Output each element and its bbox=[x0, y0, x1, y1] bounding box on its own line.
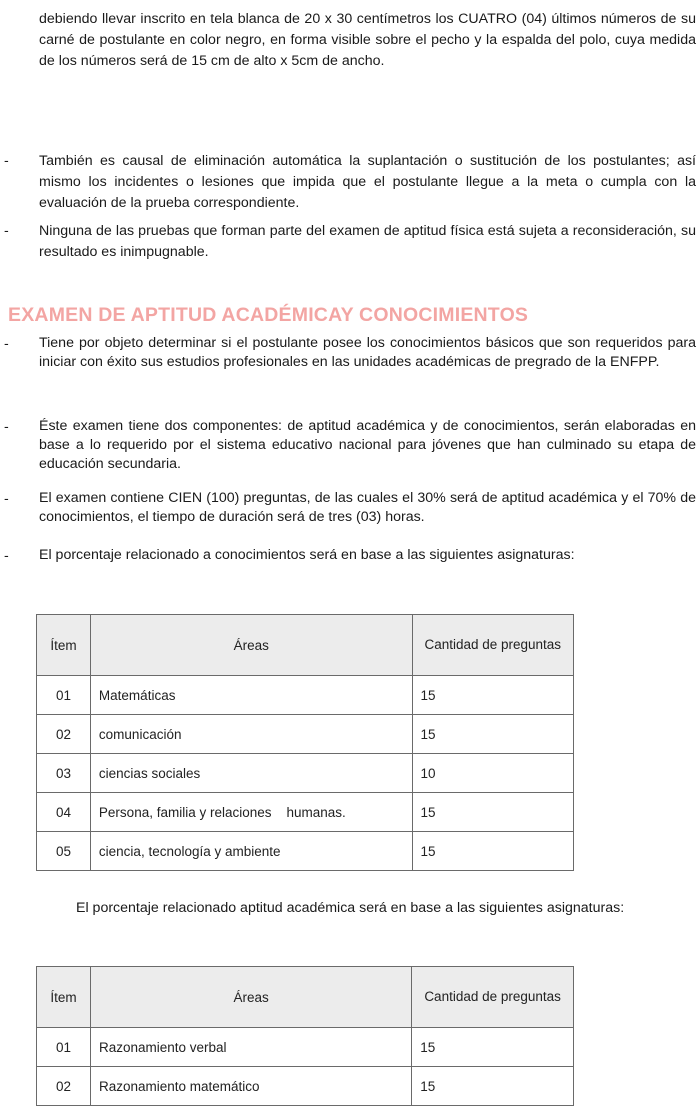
table-row bbox=[37, 793, 574, 832]
bullet-dash: - bbox=[4, 336, 9, 352]
intro-bullet-2: Ninguna de las pruebas que forman parte del examen de aptitud física está sujeta a reconsideración, su resultado es inimpugnable. bbox=[39, 223, 696, 260]
cell-area: Persona, familia y relaciones humanas. bbox=[90, 793, 412, 832]
cell-area: Razonamiento matemático bbox=[90, 1067, 411, 1106]
cell-quantity: 15 bbox=[412, 1067, 574, 1106]
header-areas: Áreas bbox=[90, 615, 412, 676]
header-quantity: Cantidad de preguntas bbox=[412, 615, 573, 676]
table-row bbox=[37, 832, 574, 871]
continuation-paragraph: debiendo llevar inscrito en tela blanca de 20 x 30 centímetros los CUATRO (04) últimos números de su carné de postulante en color negro, en forma visible sobre el pecho y la espalda del polo, cuya medida de los números será de 15 cm de alto x 5cm de ancho. bbox=[39, 11, 696, 69]
intro-bullet-1: También es causal de eliminación automática la suplantación o sustitución de los postulantes; así mismo los incidentes o lesiones que impida que el postulante llegue a la meta o cumpla con la evaluación de la prueba correspondiente. bbox=[39, 153, 696, 211]
bullet-dash: - bbox=[4, 419, 9, 435]
table-row bbox=[37, 715, 574, 754]
cell-area: Matemáticas bbox=[90, 676, 412, 715]
header-areas: Áreas bbox=[90, 967, 411, 1028]
header-quantity: Cantidad de preguntas bbox=[412, 967, 574, 1028]
table-row bbox=[37, 676, 574, 715]
cell-item: 02 bbox=[37, 715, 91, 754]
cell-item: 03 bbox=[37, 754, 91, 793]
bullet-dash: - bbox=[4, 548, 9, 564]
table-row bbox=[37, 1028, 574, 1067]
table-row bbox=[37, 1067, 574, 1106]
cell-item: 01 bbox=[37, 1028, 91, 1067]
cell-quantity: 10 bbox=[412, 754, 573, 793]
section-bullet-3: El examen contiene CIEN (100) preguntas, de las cuales el 30% será de aptitud académica y el 70% de conocimientos, el tiempo de duración será de tres (03) horas. bbox=[39, 490, 696, 525]
header-item: Ítem bbox=[37, 615, 91, 676]
table-row bbox=[37, 754, 574, 793]
cell-quantity: 15 bbox=[412, 676, 573, 715]
cell-item: 04 bbox=[37, 793, 91, 832]
knowledge-areas-table bbox=[36, 614, 574, 871]
cell-item: 01 bbox=[37, 676, 91, 715]
bullet-dash: - bbox=[4, 491, 9, 507]
section-heading: EXAMEN DE APTITUD ACADÉMICAY CONOCIMIENTOS bbox=[8, 304, 529, 326]
section-bullet-1: Tiene por objeto determinar si el postulante posee los conocimientos básicos que son requeridos para iniciar con éxito sus estudios profesionales en las unidades académicas de pregrado de la ENFPP. bbox=[39, 335, 696, 370]
table-header-row bbox=[37, 615, 574, 676]
cell-area: ciencias sociales bbox=[90, 754, 412, 793]
bullet-dash: - bbox=[4, 153, 9, 169]
cell-item: 02 bbox=[37, 1067, 91, 1106]
cell-area: comunicación bbox=[90, 715, 412, 754]
cell-area: ciencia, tecnología y ambiente bbox=[90, 832, 412, 871]
aptitude-intro-paragraph: El porcentaje relacionado aptitud académica será en base a las siguientes asignaturas: bbox=[76, 900, 625, 916]
cell-area: Razonamiento verbal bbox=[90, 1028, 411, 1067]
header-item: Ítem bbox=[37, 967, 91, 1028]
cell-quantity: 15 bbox=[412, 832, 573, 871]
cell-item: 05 bbox=[37, 832, 91, 871]
aptitude-areas-table bbox=[36, 966, 574, 1106]
cell-quantity: 15 bbox=[412, 1028, 574, 1067]
section-bullet-4: El porcentaje relacionado a conocimientos será en base a las siguientes asignaturas: bbox=[39, 547, 575, 563]
bullet-dash: - bbox=[4, 223, 9, 239]
table-header-row bbox=[37, 967, 574, 1028]
cell-quantity: 15 bbox=[412, 793, 573, 832]
cell-quantity: 15 bbox=[412, 715, 573, 754]
section-bullet-2: Éste examen tiene dos componentes: de aptitud académica y de conocimientos, serán elaboradas en base a lo requerido por el sistema educativo nacional para jóvenes que han culminado su etapa de educación secundaria. bbox=[39, 418, 696, 472]
